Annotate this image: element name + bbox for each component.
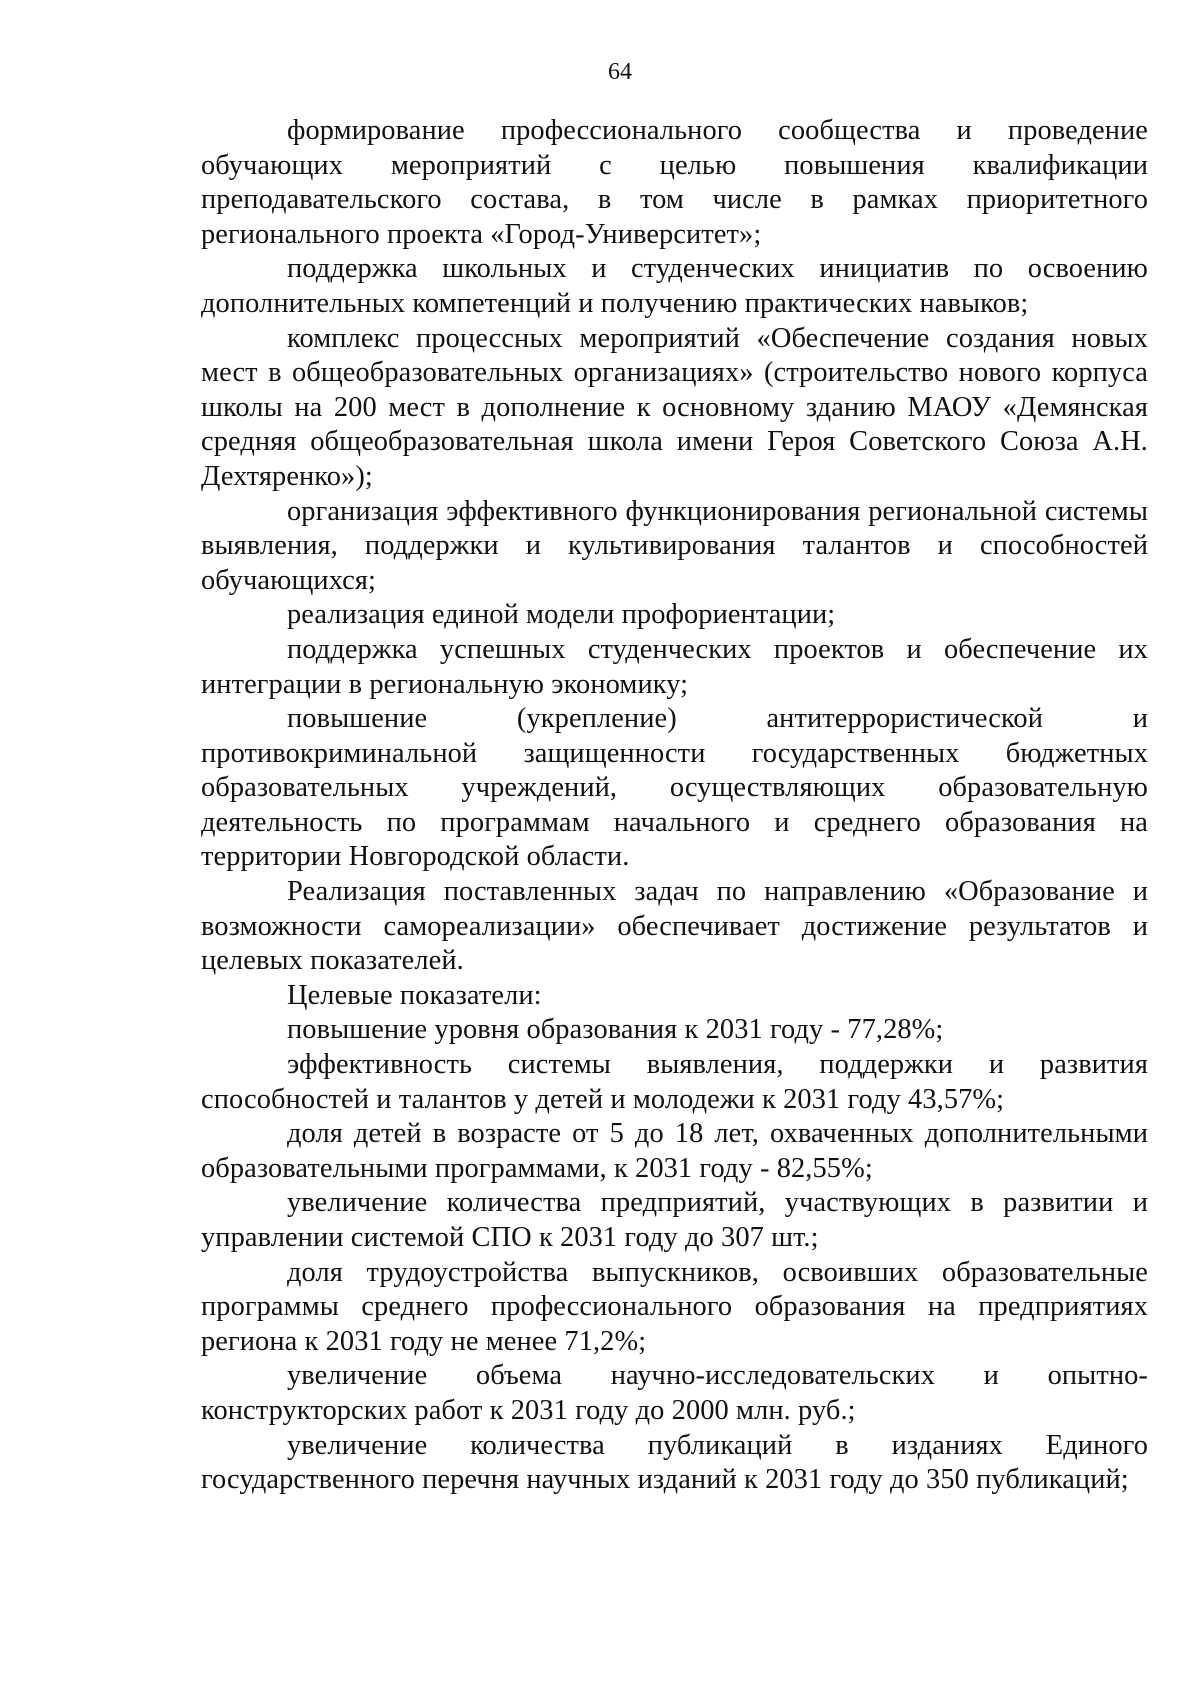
paragraph: поддержка успешных студенческих проектов и обеспечение их интеграции в региональную экономику; (201, 633, 1148, 700)
paragraph: реализация единой модели профориентации; (287, 599, 836, 631)
target-indicator: доля детей в возрасте от 5 до 18 лет, охваченных дополнительными образовательными программами, к 2031 году - 82,55%; (201, 1118, 1148, 1184)
document-body (201, 114, 1148, 1498)
target-indicator: увеличение количества публикаций в изданиях Единого государственного перечня научных изданий к 2031 году до 350 публикаций; (201, 1429, 1148, 1496)
paragraph: повышение (укрепление) антитеррористической и противокриминальной защищенности государственных бюджетных образовательных учреждений, осуществляющих образовательную деятельность по программам начального и среднего образования на территории Новгородской области. (201, 703, 1148, 873)
paragraph: организация эффективного функционирования региональной системы выявления, поддержки и культивирования талантов и способностей обучающихся; (201, 495, 1148, 596)
paragraph: поддержка школьных и студенческих инициатив по освоению дополнительных компетенций и получению практических навыков; (201, 253, 1148, 319)
paragraph: формирование профессионального сообщества и проведение обучающих мероприятий с целью повышения квалификации преподавательского состава, в том числе в рамках приоритетного регионального проекта «Город-Университет»; (201, 115, 1148, 250)
target-indicator: увеличение количества предприятий, участвующих в развитии и управлении системой СПО к 2031 году до 307 шт.; (201, 1187, 1148, 1253)
target-indicator: повышение уровня образования к 2031 году - 77,28%; (287, 1014, 944, 1046)
target-indicator: доля трудоустройства выпускников, освоивших образовательные программы среднего профессионального образования на предприятиях региона к 2031 году не менее 71,2%; (201, 1256, 1148, 1357)
target-indicator: увеличение объема научно-исследовательских и опытно-конструкторских работ к 2031 году до 2000 млн. руб.; (201, 1360, 1148, 1426)
paragraph: Реализация поставленных задач по направлению «Образование и возможности самореализации» обеспечивает достижение результатов и целевых показателей. (201, 876, 1148, 977)
page-number: 64 (608, 59, 632, 85)
section-heading: Целевые показатели: (287, 979, 542, 1011)
paragraph: комплекс процессных мероприятий «Обеспечение создания новых мест в общеобразовательных организациях» (строительство нового корпуса школы на 200 мест в дополнение к основному зданию МАОУ «Демянская средняя общеобразовательная школа имени Героя Советского Союза А.Н. Дехтяренко»); (201, 322, 1148, 492)
target-indicator: эффективность системы выявления, поддержки и развития способностей и талантов у детей и молодежи к 2031 году 43,57%; (201, 1049, 1148, 1115)
